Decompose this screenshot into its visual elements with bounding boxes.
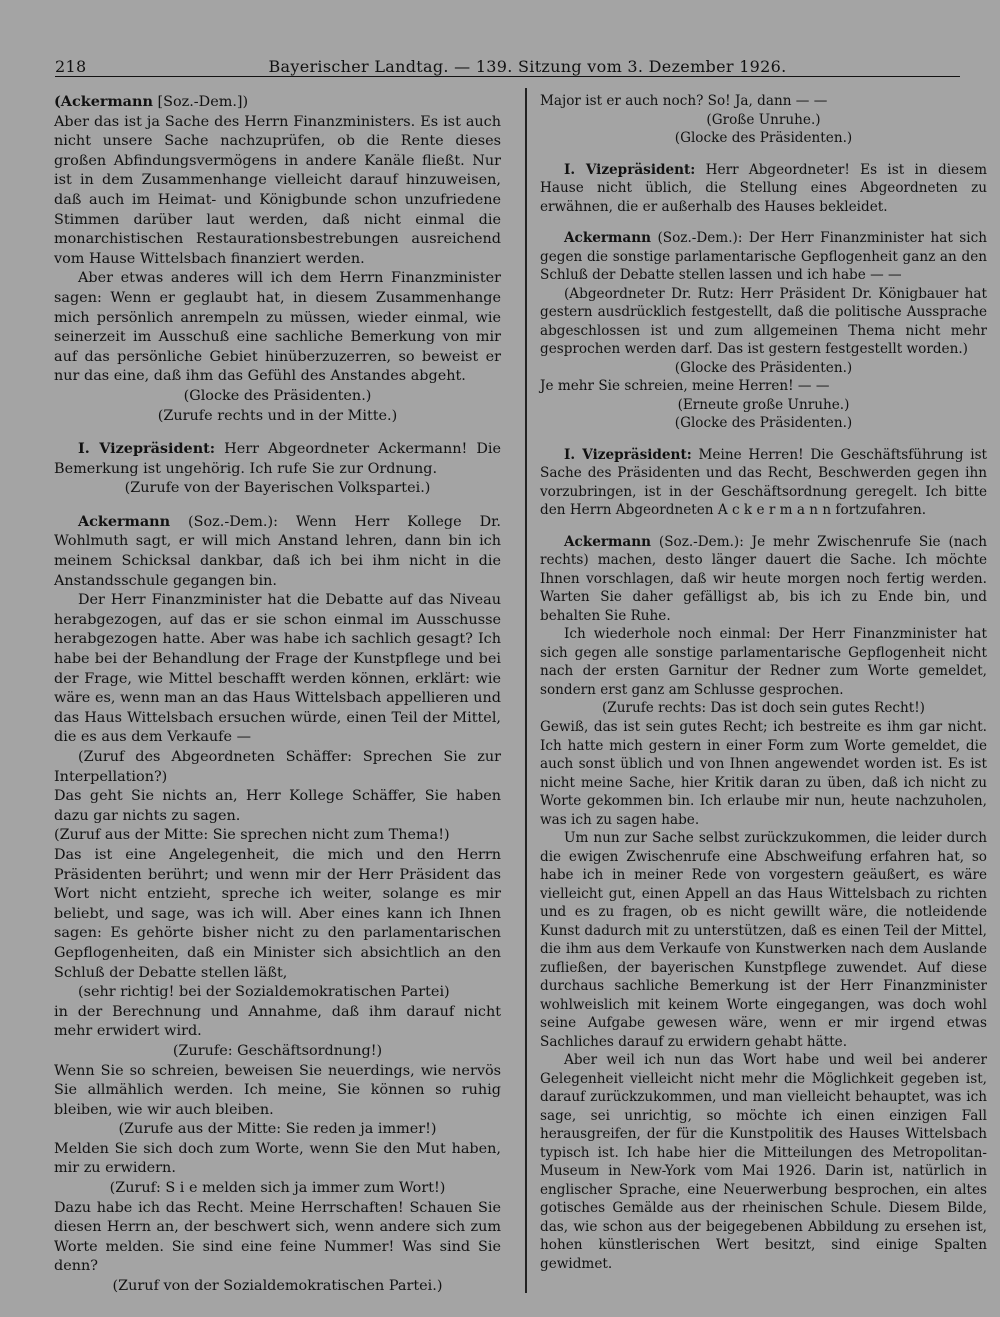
paragraph: Das ist eine Angelegenheit, die mich und den Herrn Präsidenten berührt; und wenn mir der Herr Präsident das Wort nicht entzieht, spreche ich weiter, solange es mir beliebt, und sage, was ich will. Aber eines kann ich Ihnen sagen: Es gehörte bisher nicht zu den parlamentarischen Gepflogenheiten, daß ein Minister sich absichtlich an den Schluß der Debatte stellen läßt, [54, 846, 501, 981]
interjection: (Zurufe rechts: Das ist doch sein gutes Recht!) [602, 700, 925, 717]
paragraph: Um nun zur Sache selbst zurückzukommen, die leider durch die ewigen Zwischenrufe eine Abschweifung erfahren hat, so habe ich in meiner Rede von vorgestern geäußert, es wäre vielleicht gut, einen Appell an das Haus Wittelsbach zu richten und es zu fragen, ob es nicht gewillt wäre, die notleidende Kunst dadurch mit zu unterstützen, daß es einen Teil der Mittel, die ihm aus dem Verkaufe von Kunstwerken nach dem Auslande zufließen, der bayerischen Kunstpflege zuwendet. Auf diese durchaus sachliche Bemerkung ist der Herr Finanzminister wohlweislich mit keinem Worte eingegangen, was doch wohl seine Aufgabe gewesen wäre, wenn er mir irgend etwas Sachliches darauf zu erwidern gehabt hätte. [540, 830, 987, 1050]
speech-text: (Soz.-Dem.): Der Herr Finanzminister hat sich gegen die sonstige parlamentarische Gepflogenheit ganz an den Schluß der Debatte stellen lassen und ich habe — — [540, 230, 987, 284]
paragraph: Melden Sie sich doch zum Worte, wenn Sie den Mut haben, mir zu erwidern. [54, 1140, 501, 1177]
speaker-paragraph [540, 533, 987, 626]
right-column [540, 92, 987, 1273]
continuation-heading [54, 92, 501, 113]
paragraph: Major ist er auch noch? So! Ja, dann — — [540, 93, 828, 109]
speaker-name: I. Vizepräsident: [564, 446, 692, 463]
interjection: (Abgeordneter Dr. Rutz: Herr Präsident Dr. Königbauer hat gestern ausdrücklich festgestellt, daß die politische Aussprache abgeschlossen ist und zum allgemeinen Thema nicht mehr gesprochen werden darf. Das ist gestern festgestellt worden.) [540, 285, 987, 358]
speaker-paragraph [540, 229, 987, 285]
interjection: (Glocke des Präsidenten.) [183, 387, 372, 404]
interjection: (Zuruf: S i e melden sich ja immer zum Wort!) [109, 1180, 446, 1197]
speaker-paragraph [540, 161, 987, 217]
speech-text: Herr Abgeordneter! Es ist in diesem Hause nicht üblich, die Stellung eines Abgeordneten zu erwähnen, die er außerhalb des Hauses bekleidet. [540, 161, 987, 215]
interjection: (Zurufe rechts und in der Mitte.) [157, 407, 398, 424]
heading-party: [Soz.-Dem.]) [152, 94, 249, 110]
paragraph: Gewiß, das ist sein gutes Recht; ich bestreite es ihm gar nicht. Ich hatte mich gestern in einer Form zum Worte gemeldet, die auch sonst üblich und von Ihnen angewendet worden ist. Es ist nicht meine Sache, hier Kritik daran zu üben, daß ich nicht zu Worte gekommen bin. Ich erlaube mir nun, heute nachzuholen, was ich zu sagen habe. [540, 718, 987, 828]
speaker-paragraph [54, 512, 501, 591]
paragraph: Aber etwas anderes will ich dem Herrn Finanzminister sagen: Wenn er geglaubt hat, in diesem Zusammenhange mich persönlich anrempeln zu müssen, wieder einmal, wie seinerzeit im Ausschuß eine sachliche Bemerkung von mir auf das persönliche Gebiet hinüberzuzerren, so beweist er nur das eine, daß ihm das Gefühl des Anstandes abgeht. [54, 270, 501, 385]
interjection: (Glocke des Präsidenten.) [674, 130, 853, 147]
paragraph: in der Berechnung und Annahme, daß ihm darauf nicht mehr erwidert wird. [54, 1003, 501, 1040]
interjection: (Zuruf aus der Mitte: Sie sprechen nicht zum Thema!) [54, 827, 450, 844]
paragraph: Das geht Sie nichts an, Herr Kollege Schäffer, Sie haben dazu gar nichts zu sagen. [54, 788, 501, 824]
speech-text: Meine Herren! Die Geschäftsführung ist Sache des Präsidenten und das Recht, Beschwerden gegen ihn vorzubringen, ist in der Geschäftsordnung geregelt. Ich bitte den Herrn Abgeordneten A c k e r m a n n fortzufahren. [540, 446, 988, 519]
speaker-name: I. Vizepräsident: [78, 440, 216, 458]
paragraph: Aber das ist ja Sache des Herrn Finanzministers. Es ist auch nicht unsere Sache nachzuprüfen, ob die Rente dieses großen Abfindungsvermögens in andere Kanäle fließt. Nur ist in dem Zusammenhange vielleicht darauf hinzuweisen, daß auch im Heimat- und Königbunde schon unzufriedene Stimmen darüber laut werden, daß nicht einmal die monarchistischen Restaurationsbestrebungen ausreichend vom Hause Wittelsbach finanziert werden. [54, 113, 501, 267]
column-divider [525, 88, 527, 1293]
paragraph: Wenn Sie so schreien, beweisen Sie neuerdings, wie nervös Sie allmählich werden. Ich meine, Sie können so ruhig bleiben, wie wir auch bleiben. [54, 1062, 501, 1118]
paragraph: Dazu habe ich das Recht. Meine Herrschaften! Schauen Sie diesen Herrn an, der beschwert sich, wenn andere sich zum Worte melden. Sie sind eine feine Nummer! Was sind Sie denn? [54, 1199, 501, 1275]
paragraph: Aber weil ich nun das Wort habe und weil bei anderer Gelegenheit vielleicht nicht mehr die Möglichkeit gegeben ist, darauf zurückzukommen, und man vielleicht behauptet, was ich sage, sei unrichtig, so möchte ich einen einzigen Fall herausgreifen, der für die Kunstpolitik des Hauses Wittelsbach typisch ist. Ich habe hier die Mitteilungen des Metropolitan-Museum in New-York vom Mai 1926. Darin ist, natürlich in englischer Sprache, eine Neuerwerbung besprochen, ein altes gotisches Gemälde aus der rheinischen Schule. Diesem Bilde, das, wie schon aus der beigegebenen Abbildung zu ersehen ist, hohen künstlerischen Wert besitzt, sind einige Spalten gewidmet. [540, 1052, 987, 1272]
paragraph: Der Herr Finanzminister hat die Debatte auf das Niveau herabgezogen, auf das er sie schon einmal im Ausschusse herabgezogen hatte. Aber was habe ich sachlich gesagt? Ich habe bei der Behandlung der Frage der Kunstpflege und bei der Frage, wie Mittel beschafft werden können, erklärt: wie wäre es, wenn man an das Haus Wittelsbach appellieren und das Haus Wittelsbach ersuchen würde, einen Teil der Mittel, die es aus dem Verkaufe — [54, 592, 501, 746]
speaker-paragraph [540, 446, 987, 520]
interjection: (sehr richtig! bei der Sozialdemokratischen Partei) [78, 984, 450, 1001]
page-number: 218 [55, 57, 87, 76]
speech-text: (Soz.-Dem.): Je mehr Zwischenrufe Sie (nach rechts) machen, desto länger dauert die Sache. Ich möchte Ihnen vorschlagen, daß wir heute morgen noch fertig werden. Warten Sie daher gefälligst ab, bis ich zu Ende bin, und behalten Sie Ruhe. [540, 533, 987, 624]
speaker-name: I. Vizepräsident: [564, 161, 696, 178]
speaker-name: Ackermann [78, 512, 171, 530]
running-title: Bayerischer Landtag. — 139. Sitzung vom 3. Dezember 1926. [268, 57, 787, 76]
interjection: (Zurufe von der Bayerischen Volkspartei.) [124, 480, 431, 497]
interjection: (Zurufe: Geschäftsordnung!) [172, 1042, 383, 1059]
interjection: (Zurufe aus der Mitte: Sie reden ja immer!) [118, 1121, 437, 1138]
left-column [54, 92, 501, 1297]
paragraph: Ich wiederhole noch einmal: Der Herr Finanzminister hat sich gegen alle sonstige parlamentarische Gepflogenheit nicht nach der ersten Garnitur der Redner zum Worte gemeldet, sondern erst ganz am Schlusse gesprochen. [540, 626, 987, 698]
page-header [55, 50, 960, 77]
paragraph: Je mehr Sie schreien, meine Herren! — — [540, 378, 830, 395]
speaker-paragraph [54, 439, 501, 479]
speech-text: Herr Abgeordneter Ackermann! Die Bemerkung ist ungehörig. Ich rufe Sie zur Ordnung. [54, 441, 501, 477]
interjection: (Zuruf des Abgeordneten Schäffer: Sprechen Sie zur Interpellation?) [54, 749, 501, 785]
interjection: (Erneute große Unruhe.) [677, 396, 850, 413]
interjection: (Große Unruhe.) [706, 111, 821, 128]
interjection: (Glocke des Präsidenten.) [674, 415, 853, 432]
speech-text: (Soz.-Dem.): Wenn Herr Kollege Dr. Wohlmuth sagt, er will mich Anstand lehren, dann bin ich meinem Schicksal dankbar, daß ich bei ihm nicht in die Anstandsschule gegangen bin. [54, 513, 501, 589]
speaker-name: Ackermann [564, 230, 652, 247]
interjection: (Zuruf von der Sozialdemokratischen Partei.) [112, 1278, 443, 1295]
heading-speaker: (Ackermann [54, 93, 153, 110]
interjection: (Glocke des Präsidenten.) [674, 359, 853, 376]
speaker-name: Ackermann [564, 533, 652, 550]
